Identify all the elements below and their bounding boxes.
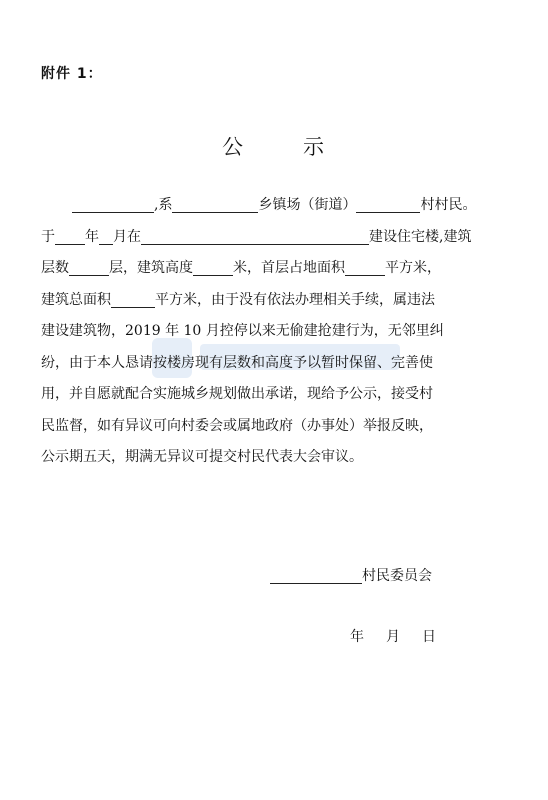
title-char-2: 示 bbox=[303, 135, 326, 159]
page-title bbox=[0, 131, 548, 161]
body-line-5: 建设建筑物，2019 年 10 月控停以来无偷建抢建行为，无邻里纠 bbox=[41, 323, 444, 339]
notice-body bbox=[41, 190, 519, 474]
date-year: 年 bbox=[350, 629, 364, 645]
signature-label: 村民委员会 bbox=[362, 568, 432, 584]
date-month: 月 bbox=[386, 629, 400, 645]
body-line-1: ,系 乡镇场（街道） 村村民。 bbox=[41, 190, 519, 222]
body-line-4: 建筑总面积 平方米，由于没有依法办理相关手续，属违法 bbox=[41, 291, 435, 308]
height-blank[interactable] bbox=[193, 258, 233, 276]
signature-line bbox=[270, 565, 432, 585]
township-blank[interactable] bbox=[172, 195, 258, 213]
title-char-1: 公 bbox=[222, 135, 245, 159]
body-line-2: 于 年 月在 建设住宅楼,建筑 bbox=[41, 228, 472, 245]
date-line bbox=[350, 626, 436, 646]
location-blank[interactable] bbox=[141, 227, 369, 245]
body-line-6: 纷，由于本人恳请按楼房现有层数和高度予以暂时保留、完善使 bbox=[41, 354, 433, 371]
ground-area-blank[interactable] bbox=[345, 258, 385, 276]
year-blank[interactable] bbox=[55, 227, 85, 245]
month-blank[interactable] bbox=[99, 227, 113, 245]
village-blank[interactable] bbox=[356, 195, 420, 213]
body-line-7: 用，并自愿就配合实施城乡规划做出承诺，现给予公示，接受村 bbox=[41, 386, 433, 402]
name-blank[interactable] bbox=[72, 195, 154, 213]
body-line-3: 层数 层，建筑高度 米，首层占地面积 平方米， bbox=[41, 260, 441, 276]
floors-blank[interactable] bbox=[69, 258, 109, 276]
body-line-9: 公示期五天，期满无异议可提交村民代表大会审议。 bbox=[41, 449, 363, 465]
body-line-8: 民监督，如有异议可向村委会或属地政府（办事处）举报反映， bbox=[41, 417, 433, 434]
attachment-label: 附件 1： bbox=[41, 66, 103, 82]
total-area-blank[interactable] bbox=[111, 290, 155, 308]
committee-name-blank[interactable] bbox=[270, 566, 362, 584]
date-day: 日 bbox=[422, 629, 436, 645]
